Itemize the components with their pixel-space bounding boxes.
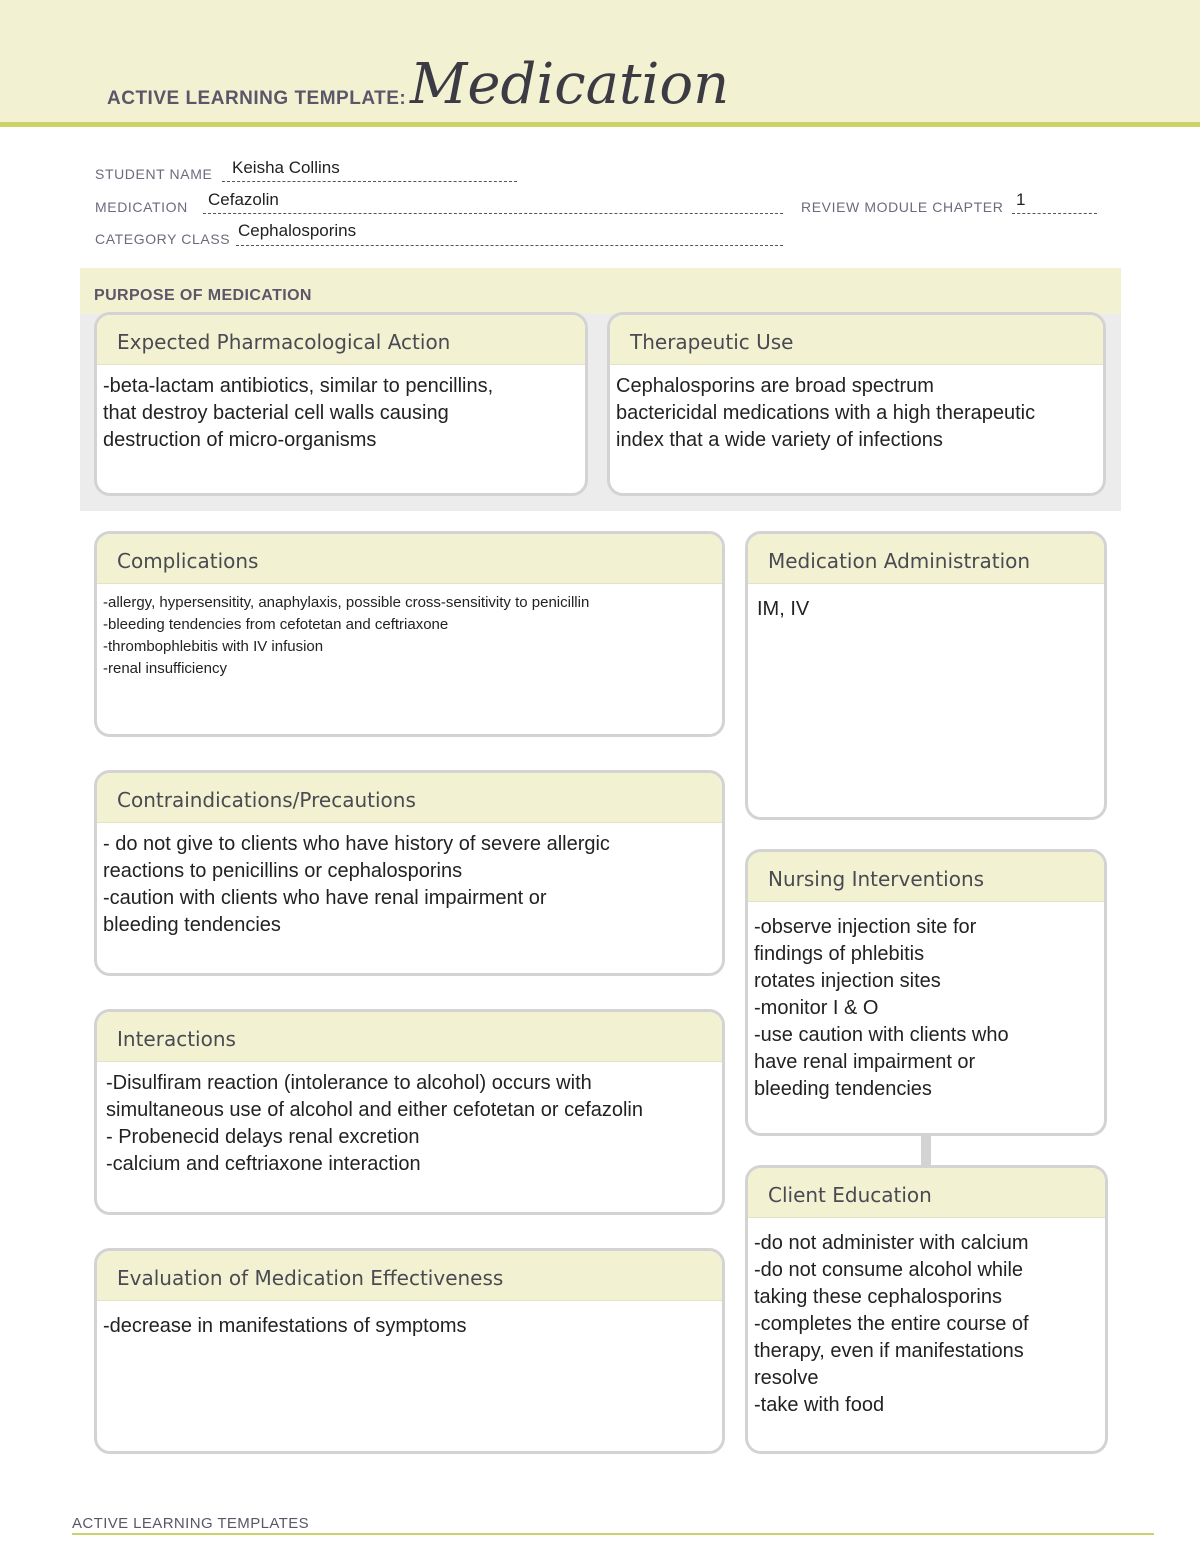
footer-label: ACTIVE LEARNING TEMPLATES bbox=[72, 1515, 309, 1532]
medication-administration-body[interactable]: IM, IV bbox=[757, 598, 810, 620]
interactions-body[interactable]: -Disulfiram reaction (intolerance to alcohol) occurs with simultaneous use of alcohol and either cefotetan or cefazolin - Probenecid delays renal excretion -calcium and ceftriaxone interaction bbox=[106, 1072, 644, 1175]
contraindications-body[interactable]: - do not give to clients who have history of severe allergic reactions to penicillins or cephalosporins -caution with clients who have renal impairment or bleeding tendencies bbox=[103, 833, 610, 936]
therapeutic-use-title: Therapeutic Use bbox=[610, 315, 1103, 365]
template-label: ACTIVE LEARNING TEMPLATE: bbox=[107, 88, 407, 109]
client-education-title: Client Education bbox=[748, 1168, 1105, 1218]
expected-action-body[interactable]: -beta-lactam antibiotics, similar to pencillins, that destroy bacterial cell walls causing destruction of micro-organisms bbox=[103, 375, 494, 451]
interactions-box bbox=[94, 1009, 725, 1215]
review-module-line bbox=[1012, 213, 1097, 214]
medication-line bbox=[203, 213, 783, 214]
medication-value[interactable]: Cefazolin bbox=[208, 190, 279, 209]
purpose-label: PURPOSE OF MEDICATION bbox=[94, 287, 312, 304]
review-module-label: REVIEW MODULE CHAPTER bbox=[801, 199, 1004, 215]
category-class-label: CATEGORY CLASS bbox=[95, 231, 231, 247]
evaluation-box bbox=[94, 1248, 725, 1454]
medication-administration-title: Medication Administration bbox=[748, 534, 1104, 584]
expected-action-box bbox=[94, 312, 588, 496]
nursing-interventions-box bbox=[745, 849, 1107, 1136]
medication-label: MEDICATION bbox=[95, 199, 188, 215]
nursing-interventions-body[interactable]: -observe injection site for findings of phlebitis rotates injection sites -monitor I & O -use caution with clients who have renal impairment or bleeding tendencies bbox=[754, 916, 1009, 1100]
interactions-title: Interactions bbox=[97, 1012, 722, 1062]
complications-body[interactable]: -allergy, hypersensitity, anaphylaxis, possible cross-sensitivity to penicillin -bleeding tendencies from cefotetan and ceftriaxone -thrombophlebitis with IV infusion -renal insufficiency bbox=[103, 594, 590, 677]
template-title: Medication bbox=[410, 52, 730, 117]
student-name-value[interactable]: Keisha Collins bbox=[232, 158, 340, 177]
category-class-value[interactable]: Cephalosporins bbox=[238, 221, 357, 240]
nursing-education-connector bbox=[921, 1134, 931, 1168]
expected-action-title: Expected Pharmacological Action bbox=[97, 315, 585, 365]
complications-box bbox=[94, 531, 725, 737]
complications-title: Complications bbox=[97, 534, 722, 584]
category-class-line bbox=[236, 245, 783, 246]
footer-rule bbox=[72, 1533, 1154, 1535]
contraindications-title: Contraindications/Precautions bbox=[97, 773, 722, 823]
medication-administration-box bbox=[745, 531, 1107, 820]
evaluation-body[interactable]: -decrease in manifestations of symptoms bbox=[103, 1315, 467, 1337]
nursing-interventions-title: Nursing Interventions bbox=[748, 852, 1104, 902]
student-name-label: STUDENT NAME bbox=[95, 166, 213, 182]
header-rule bbox=[0, 122, 1200, 127]
student-name-line bbox=[222, 181, 517, 182]
review-module-value[interactable]: 1 bbox=[1016, 190, 1026, 209]
client-education-body[interactable]: -do not administer with calcium -do not consume alcohol while taking these cephalosporins -completes the entire course of therapy, even if manifestations resolve -take with food bbox=[754, 1232, 1029, 1416]
contraindications-box bbox=[94, 770, 725, 976]
client-education-box bbox=[745, 1165, 1108, 1454]
therapeutic-use-box bbox=[607, 312, 1106, 496]
therapeutic-use-body[interactable]: Cephalosporins are broad spectrum bactericidal medications with a high therapeutic index that a wide variety of infections bbox=[616, 375, 1036, 451]
evaluation-title: Evaluation of Medication Effectiveness bbox=[97, 1251, 722, 1301]
